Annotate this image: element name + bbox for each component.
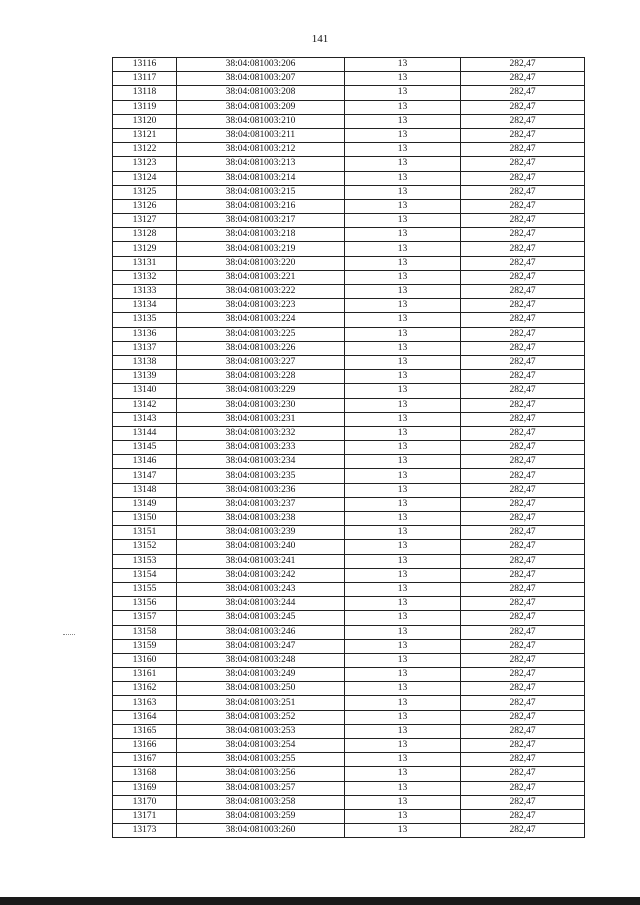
cadastral-number-cell: 38:04:081003:219 — [177, 242, 345, 256]
quantity-cell: 13 — [345, 412, 461, 426]
cadastral-number-cell: 38:04:081003:254 — [177, 739, 345, 753]
cadastral-number-cell: 38:04:081003:232 — [177, 426, 345, 440]
table-row — [113, 242, 585, 256]
value-cell: 282,47 — [461, 625, 585, 639]
quantity-cell: 13 — [345, 355, 461, 369]
cadastral-number-cell: 38:04:081003:211 — [177, 128, 345, 142]
row-number-cell: 13157 — [113, 611, 177, 625]
value-cell: 282,47 — [461, 469, 585, 483]
quantity-cell: 13 — [345, 114, 461, 128]
value-cell: 282,47 — [461, 554, 585, 568]
value-cell: 282,47 — [461, 483, 585, 497]
cadastral-number-cell: 38:04:081003:229 — [177, 384, 345, 398]
table-row — [113, 469, 585, 483]
cadastral-number-cell: 38:04:081003:215 — [177, 185, 345, 199]
table-row — [113, 270, 585, 284]
cadastral-number-cell: 38:04:081003:256 — [177, 767, 345, 781]
quantity-cell: 13 — [345, 696, 461, 710]
value-cell: 282,47 — [461, 313, 585, 327]
table-row — [113, 171, 585, 185]
quantity-cell: 13 — [345, 724, 461, 738]
registry-table — [112, 57, 585, 838]
value-cell: 282,47 — [461, 355, 585, 369]
row-number-cell: 13168 — [113, 767, 177, 781]
table-row — [113, 299, 585, 313]
row-number-cell: 13124 — [113, 171, 177, 185]
table-row — [113, 582, 585, 596]
row-number-cell: 13147 — [113, 469, 177, 483]
table-row — [113, 781, 585, 795]
table-row — [113, 185, 585, 199]
value-cell: 282,47 — [461, 767, 585, 781]
cadastral-number-cell: 38:04:081003:212 — [177, 143, 345, 157]
value-cell: 282,47 — [461, 412, 585, 426]
quantity-cell: 13 — [345, 384, 461, 398]
value-cell: 282,47 — [461, 426, 585, 440]
quantity-cell: 13 — [345, 128, 461, 142]
table-row — [113, 384, 585, 398]
cadastral-number-cell: 38:04:081003:238 — [177, 512, 345, 526]
row-number-cell: 13164 — [113, 710, 177, 724]
cadastral-number-cell: 38:04:081003:217 — [177, 214, 345, 228]
row-number-cell: 13136 — [113, 327, 177, 341]
value-cell: 282,47 — [461, 341, 585, 355]
value-cell: 282,47 — [461, 526, 585, 540]
cadastral-number-cell: 38:04:081003:218 — [177, 228, 345, 242]
cadastral-number-cell: 38:04:081003:251 — [177, 696, 345, 710]
cadastral-number-cell: 38:04:081003:224 — [177, 313, 345, 327]
value-cell: 282,47 — [461, 540, 585, 554]
row-number-cell: 13137 — [113, 341, 177, 355]
cadastral-number-cell: 38:04:081003:230 — [177, 398, 345, 412]
quantity-cell: 13 — [345, 597, 461, 611]
cadastral-number-cell: 38:04:081003:241 — [177, 554, 345, 568]
value-cell: 282,47 — [461, 72, 585, 86]
row-number-cell: 13165 — [113, 724, 177, 738]
value-cell: 282,47 — [461, 809, 585, 823]
value-cell: 282,47 — [461, 597, 585, 611]
cadastral-number-cell: 38:04:081003:221 — [177, 270, 345, 284]
quantity-cell: 13 — [345, 370, 461, 384]
quantity-cell: 13 — [345, 72, 461, 86]
row-number-cell: 13116 — [113, 58, 177, 72]
table-row — [113, 795, 585, 809]
row-number-cell: 13163 — [113, 696, 177, 710]
value-cell: 282,47 — [461, 185, 585, 199]
value-cell: 282,47 — [461, 128, 585, 142]
table-row — [113, 441, 585, 455]
row-number-cell: 13151 — [113, 526, 177, 540]
value-cell: 282,47 — [461, 214, 585, 228]
quantity-cell: 13 — [345, 270, 461, 284]
value-cell: 282,47 — [461, 753, 585, 767]
row-number-cell: 13154 — [113, 568, 177, 582]
quantity-cell: 13 — [345, 341, 461, 355]
row-number-cell: 13144 — [113, 426, 177, 440]
quantity-cell: 13 — [345, 469, 461, 483]
row-number-cell: 13156 — [113, 597, 177, 611]
page-number: 141 — [311, 33, 329, 45]
value-cell: 282,47 — [461, 696, 585, 710]
table-row — [113, 412, 585, 426]
quantity-cell: 13 — [345, 540, 461, 554]
row-number-cell: 13125 — [113, 185, 177, 199]
value-cell: 282,47 — [461, 86, 585, 100]
row-number-cell: 13149 — [113, 497, 177, 511]
quantity-cell: 13 — [345, 526, 461, 540]
quantity-cell: 13 — [345, 639, 461, 653]
cadastral-number-cell: 38:04:081003:231 — [177, 412, 345, 426]
quantity-cell: 13 — [345, 653, 461, 667]
table-row — [113, 668, 585, 682]
cadastral-number-cell: 38:04:081003:250 — [177, 682, 345, 696]
cadastral-number-cell: 38:04:081003:248 — [177, 653, 345, 667]
quantity-cell: 13 — [345, 327, 461, 341]
value-cell: 282,47 — [461, 228, 585, 242]
value-cell: 282,47 — [461, 682, 585, 696]
cadastral-number-cell: 38:04:081003:222 — [177, 285, 345, 299]
row-number-cell: 13131 — [113, 256, 177, 270]
cadastral-number-cell: 38:04:081003:234 — [177, 455, 345, 469]
quantity-cell: 13 — [345, 795, 461, 809]
cadastral-number-cell: 38:04:081003:240 — [177, 540, 345, 554]
value-cell: 282,47 — [461, 568, 585, 582]
quantity-cell: 13 — [345, 228, 461, 242]
quantity-cell: 13 — [345, 441, 461, 455]
row-number-cell: 13158 — [113, 625, 177, 639]
value-cell: 282,47 — [461, 455, 585, 469]
row-number-cell: 13162 — [113, 682, 177, 696]
row-number-cell: 13120 — [113, 114, 177, 128]
row-number-cell: 13134 — [113, 299, 177, 313]
table-row — [113, 526, 585, 540]
scan-artifact — [63, 634, 75, 636]
quantity-cell: 13 — [345, 171, 461, 185]
quantity-cell: 13 — [345, 483, 461, 497]
table-row — [113, 341, 585, 355]
value-cell: 282,47 — [461, 582, 585, 596]
table-row — [113, 86, 585, 100]
value-cell: 282,47 — [461, 157, 585, 171]
cadastral-number-cell: 38:04:081003:213 — [177, 157, 345, 171]
row-number-cell: 13123 — [113, 157, 177, 171]
cadastral-number-cell: 38:04:081003:220 — [177, 256, 345, 270]
cadastral-number-cell: 38:04:081003:253 — [177, 724, 345, 738]
cadastral-number-cell: 38:04:081003:249 — [177, 668, 345, 682]
quantity-cell: 13 — [345, 611, 461, 625]
value-cell: 282,47 — [461, 270, 585, 284]
table-row — [113, 739, 585, 753]
value-cell: 282,47 — [461, 242, 585, 256]
row-number-cell: 13128 — [113, 228, 177, 242]
value-cell: 282,47 — [461, 668, 585, 682]
value-cell: 282,47 — [461, 497, 585, 511]
table-row — [113, 625, 585, 639]
row-number-cell: 13126 — [113, 199, 177, 213]
value-cell: 282,47 — [461, 710, 585, 724]
value-cell: 282,47 — [461, 724, 585, 738]
cadastral-number-cell: 38:04:081003:245 — [177, 611, 345, 625]
value-cell: 282,47 — [461, 639, 585, 653]
quantity-cell: 13 — [345, 554, 461, 568]
cadastral-number-cell: 38:04:081003:207 — [177, 72, 345, 86]
row-number-cell: 13129 — [113, 242, 177, 256]
cadastral-number-cell: 38:04:081003:239 — [177, 526, 345, 540]
quantity-cell: 13 — [345, 199, 461, 213]
table-row — [113, 157, 585, 171]
cadastral-number-cell: 38:04:081003:225 — [177, 327, 345, 341]
table-row — [113, 824, 585, 838]
table-row — [113, 58, 585, 72]
cadastral-number-cell: 38:04:081003:235 — [177, 469, 345, 483]
row-number-cell: 13148 — [113, 483, 177, 497]
quantity-cell: 13 — [345, 285, 461, 299]
cadastral-number-cell: 38:04:081003:216 — [177, 199, 345, 213]
row-number-cell: 13150 — [113, 512, 177, 526]
cadastral-number-cell: 38:04:081003:237 — [177, 497, 345, 511]
table-row — [113, 767, 585, 781]
row-number-cell: 13140 — [113, 384, 177, 398]
table-row — [113, 512, 585, 526]
row-number-cell: 13161 — [113, 668, 177, 682]
table-row — [113, 653, 585, 667]
table-row — [113, 313, 585, 327]
value-cell: 282,47 — [461, 285, 585, 299]
cadastral-number-cell: 38:04:081003:236 — [177, 483, 345, 497]
value-cell: 282,47 — [461, 58, 585, 72]
row-number-cell: 13167 — [113, 753, 177, 767]
cadastral-number-cell: 38:04:081003:208 — [177, 86, 345, 100]
cadastral-number-cell: 38:04:081003:255 — [177, 753, 345, 767]
row-number-cell: 13159 — [113, 639, 177, 653]
quantity-cell: 13 — [345, 100, 461, 114]
quantity-cell: 13 — [345, 668, 461, 682]
quantity-cell: 13 — [345, 767, 461, 781]
quantity-cell: 13 — [345, 781, 461, 795]
value-cell: 282,47 — [461, 256, 585, 270]
table-row — [113, 568, 585, 582]
value-cell: 282,47 — [461, 781, 585, 795]
quantity-cell: 13 — [345, 809, 461, 823]
row-number-cell: 13119 — [113, 100, 177, 114]
row-number-cell: 13173 — [113, 824, 177, 838]
table-row — [113, 710, 585, 724]
quantity-cell: 13 — [345, 214, 461, 228]
cadastral-number-cell: 38:04:081003:259 — [177, 809, 345, 823]
table-row — [113, 398, 585, 412]
table-row — [113, 128, 585, 142]
quantity-cell: 13 — [345, 86, 461, 100]
row-number-cell: 13152 — [113, 540, 177, 554]
row-number-cell: 13127 — [113, 214, 177, 228]
table-row — [113, 100, 585, 114]
value-cell: 282,47 — [461, 299, 585, 313]
table-row — [113, 228, 585, 242]
cadastral-number-cell: 38:04:081003:227 — [177, 355, 345, 369]
table-row — [113, 214, 585, 228]
row-number-cell: 13160 — [113, 653, 177, 667]
quantity-cell: 13 — [345, 426, 461, 440]
table-row — [113, 753, 585, 767]
cadastral-number-cell: 38:04:081003:258 — [177, 795, 345, 809]
cadastral-number-cell: 38:04:081003:260 — [177, 824, 345, 838]
quantity-cell: 13 — [345, 143, 461, 157]
cadastral-number-cell: 38:04:081003:252 — [177, 710, 345, 724]
table-row — [113, 355, 585, 369]
row-number-cell: 13138 — [113, 355, 177, 369]
cadastral-number-cell: 38:04:081003:206 — [177, 58, 345, 72]
value-cell: 282,47 — [461, 199, 585, 213]
quantity-cell: 13 — [345, 313, 461, 327]
quantity-cell: 13 — [345, 256, 461, 270]
cadastral-number-cell: 38:04:081003:228 — [177, 370, 345, 384]
cadastral-number-cell: 38:04:081003:209 — [177, 100, 345, 114]
scan-bottom-edge — [0, 897, 640, 905]
value-cell: 282,47 — [461, 384, 585, 398]
quantity-cell: 13 — [345, 398, 461, 412]
cadastral-number-cell: 38:04:081003:242 — [177, 568, 345, 582]
table-row — [113, 611, 585, 625]
value-cell: 282,47 — [461, 653, 585, 667]
table-row — [113, 682, 585, 696]
quantity-cell: 13 — [345, 58, 461, 72]
row-number-cell: 13166 — [113, 739, 177, 753]
quantity-cell: 13 — [345, 625, 461, 639]
table-row — [113, 809, 585, 823]
value-cell: 282,47 — [461, 611, 585, 625]
table-row — [113, 256, 585, 270]
quantity-cell: 13 — [345, 512, 461, 526]
row-number-cell: 13153 — [113, 554, 177, 568]
table-row — [113, 455, 585, 469]
table-row — [113, 554, 585, 568]
value-cell: 282,47 — [461, 143, 585, 157]
value-cell: 282,47 — [461, 114, 585, 128]
quantity-cell: 13 — [345, 157, 461, 171]
row-number-cell: 13145 — [113, 441, 177, 455]
table-row — [113, 285, 585, 299]
row-number-cell: 13169 — [113, 781, 177, 795]
cadastral-number-cell: 38:04:081003:247 — [177, 639, 345, 653]
table-row — [113, 72, 585, 86]
quantity-cell: 13 — [345, 582, 461, 596]
row-number-cell: 13142 — [113, 398, 177, 412]
cadastral-number-cell: 38:04:081003:210 — [177, 114, 345, 128]
row-number-cell: 13117 — [113, 72, 177, 86]
value-cell: 282,47 — [461, 441, 585, 455]
table-row — [113, 327, 585, 341]
quantity-cell: 13 — [345, 682, 461, 696]
value-cell: 282,47 — [461, 795, 585, 809]
table-row — [113, 597, 585, 611]
row-number-cell: 13143 — [113, 412, 177, 426]
table-row — [113, 696, 585, 710]
row-number-cell: 13171 — [113, 809, 177, 823]
quantity-cell: 13 — [345, 739, 461, 753]
cadastral-number-cell: 38:04:081003:223 — [177, 299, 345, 313]
row-number-cell: 13146 — [113, 455, 177, 469]
table-row — [113, 199, 585, 213]
cadastral-number-cell: 38:04:081003:257 — [177, 781, 345, 795]
value-cell: 282,47 — [461, 512, 585, 526]
quantity-cell: 13 — [345, 824, 461, 838]
quantity-cell: 13 — [345, 242, 461, 256]
value-cell: 282,47 — [461, 370, 585, 384]
table-row — [113, 724, 585, 738]
quantity-cell: 13 — [345, 185, 461, 199]
cadastral-number-cell: 38:04:081003:246 — [177, 625, 345, 639]
table-row — [113, 114, 585, 128]
cadastral-number-cell: 38:04:081003:226 — [177, 341, 345, 355]
registry-table-body — [113, 58, 585, 838]
quantity-cell: 13 — [345, 299, 461, 313]
row-number-cell: 13135 — [113, 313, 177, 327]
row-number-cell: 13155 — [113, 582, 177, 596]
value-cell: 282,47 — [461, 171, 585, 185]
quantity-cell: 13 — [345, 568, 461, 582]
cadastral-number-cell: 38:04:081003:233 — [177, 441, 345, 455]
row-number-cell: 13121 — [113, 128, 177, 142]
value-cell: 282,47 — [461, 327, 585, 341]
table-row — [113, 639, 585, 653]
row-number-cell: 13122 — [113, 143, 177, 157]
value-cell: 282,47 — [461, 100, 585, 114]
row-number-cell: 13139 — [113, 370, 177, 384]
value-cell: 282,47 — [461, 739, 585, 753]
quantity-cell: 13 — [345, 753, 461, 767]
table-row — [113, 540, 585, 554]
row-number-cell: 13132 — [113, 270, 177, 284]
quantity-cell: 13 — [345, 497, 461, 511]
quantity-cell: 13 — [345, 710, 461, 724]
value-cell: 282,47 — [461, 824, 585, 838]
table-row — [113, 497, 585, 511]
table-row — [113, 483, 585, 497]
table-row — [113, 426, 585, 440]
cadastral-number-cell: 38:04:081003:243 — [177, 582, 345, 596]
row-number-cell: 13170 — [113, 795, 177, 809]
row-number-cell: 13118 — [113, 86, 177, 100]
table-row — [113, 143, 585, 157]
cadastral-number-cell: 38:04:081003:244 — [177, 597, 345, 611]
quantity-cell: 13 — [345, 455, 461, 469]
value-cell: 282,47 — [461, 398, 585, 412]
row-number-cell: 13133 — [113, 285, 177, 299]
table-row — [113, 370, 585, 384]
cadastral-number-cell: 38:04:081003:214 — [177, 171, 345, 185]
